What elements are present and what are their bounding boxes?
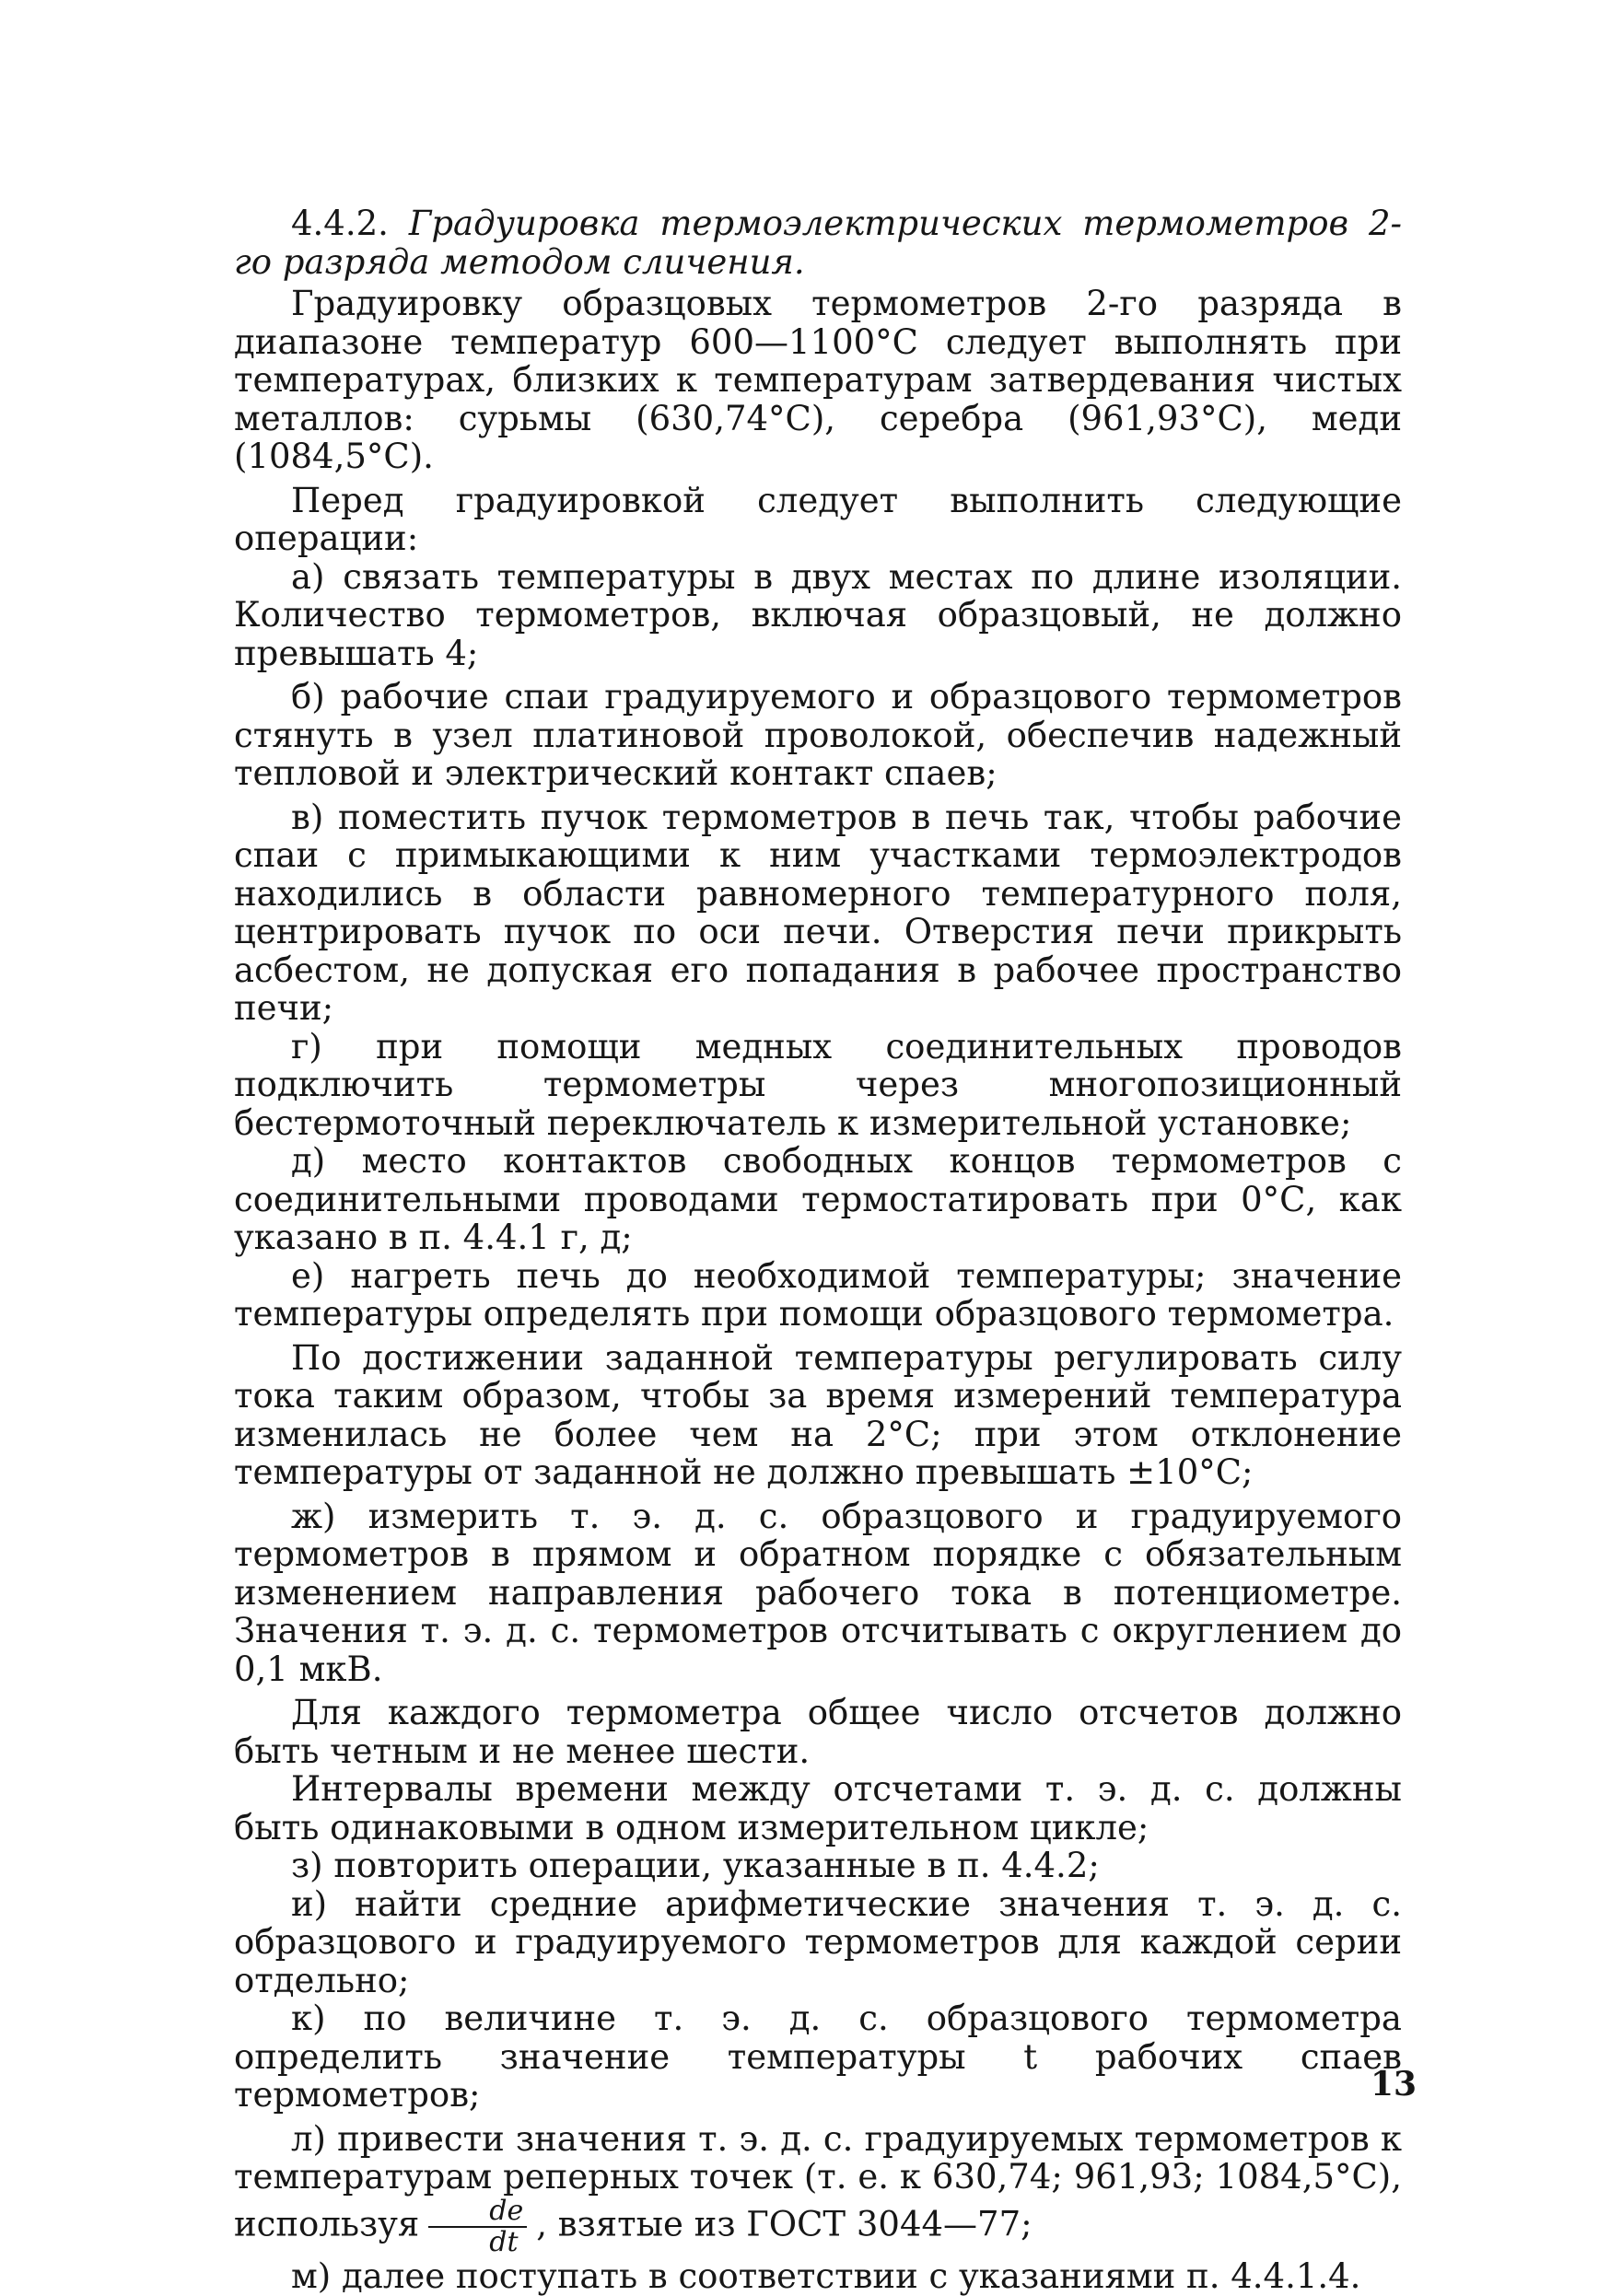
list-item-e: е) нагреть печь до необходимой температуры; значение температуры определять при помощи образцового термометра. bbox=[234, 1255, 1402, 1334]
list-item-a: а) связать температуры в двух местах по длине изоляции. Количество термометров, включая образцовый, не должно превышать 4; bbox=[234, 556, 1402, 673]
item-l-text: л) привести значения т. э. д. с. градуируемых термометров к температурам реперных точек (т. е. к 630,74; 961,93; 1084,5°С), используя bbox=[234, 2118, 1402, 2244]
list-item-m: м) далее поступать в соответствии с указаниями п. 4.4.1.4. bbox=[291, 2255, 1361, 2296]
paragraph-current: По достижении заданной температуры регулировать силу тока таким образом, чтобы за время измерений температура изменилась не более чем на 2°С; при этом отклонение температуры от заданной не должно превышать ±10°С; bbox=[234, 1337, 1402, 1492]
fraction-denominator: dt bbox=[489, 2225, 519, 2258]
list-item-k: к) по величине т. э. д. с. образцового термометра определить значение температуры t рабочих спаев термометров; bbox=[234, 1999, 1402, 2115]
section-title: Градуировка термоэлектрических термометров 2-го разряда методом сличения. bbox=[234, 204, 1403, 282]
list-item-b: б) рабочие спаи градуируемого и образцового термометров стянуть в узел платиновой проволокой, обеспечив надежный тепловой и электрический контакт спаев; bbox=[234, 677, 1402, 793]
list-item-z: з) повторить операции, указанные в п. 4.4.2; bbox=[291, 1846, 1100, 1885]
list-item-i: и) найти средние арифметические значения т. э. д. с. образцового и градуируемого термометров для каждой серии отдельно; bbox=[234, 1883, 1402, 2000]
section-heading bbox=[234, 204, 1402, 281]
derivative-fraction bbox=[428, 2194, 527, 2258]
paragraph-operations: Перед градуировкой следует выполнить следующие операции: bbox=[234, 480, 1402, 558]
paragraph-intro: Градуировку образцовых термометров 2-го разряда в диапазоне температур 600—1100°С следует выполнять при температурах, близких к температурам затвердевания чистых металлов: сурьмы (630,74°С), серебра (961,93°С), меди (1084,5°С). bbox=[234, 284, 1402, 476]
paragraph-intervals: Интервалы времени между отсчетами т. э. д. с. должны быть одинаковыми в одном измерительном цикле; bbox=[234, 1769, 1402, 1847]
list-item-v: в) поместить пучок термометров в печь так, чтобы рабочие спаи с примыкающими к ним участками термоэлектродов находились в области равномерного температурного поля, центрировать пучок по оси печи. Отверстия печи прикрыть асбестом, не допуская его попадания в рабочее пространство печи; bbox=[234, 797, 1402, 1028]
section-number: 4.4.2. bbox=[291, 204, 389, 243]
list-item-l bbox=[234, 2120, 1402, 2257]
item-l-tail: , взятые из ГОСТ 3044—77; bbox=[536, 2204, 1032, 2244]
list-item-d: д) место контактов свободных концов термометров с соединительными проводами термостатировать при 0°С, как указано в п. 4.4.1 г, д; bbox=[234, 1141, 1402, 1257]
body-text bbox=[234, 204, 1402, 2295]
page-number: 13 bbox=[1371, 2065, 1418, 2104]
paragraph-readings: Для каждого термометра общее число отсчетов должно быть четным и не менее шести. bbox=[234, 1693, 1402, 1771]
list-item-zh: ж) измерить т. э. д. с. образцового и градуируемого термометров в прямом и обратном порядке с обязательным изменением направления рабочего тока в потенциометре. Значения т. э. д. с. термометров отсчитывать с округлением до 0,1 мкВ. bbox=[234, 1496, 1402, 1689]
fraction-numerator: de bbox=[428, 2197, 527, 2228]
list-item-g: г) при помощи медных соединительных проводов подключить термометры через многопозиционный бестермоточный переключатель к измерительной установке; bbox=[234, 1026, 1402, 1143]
